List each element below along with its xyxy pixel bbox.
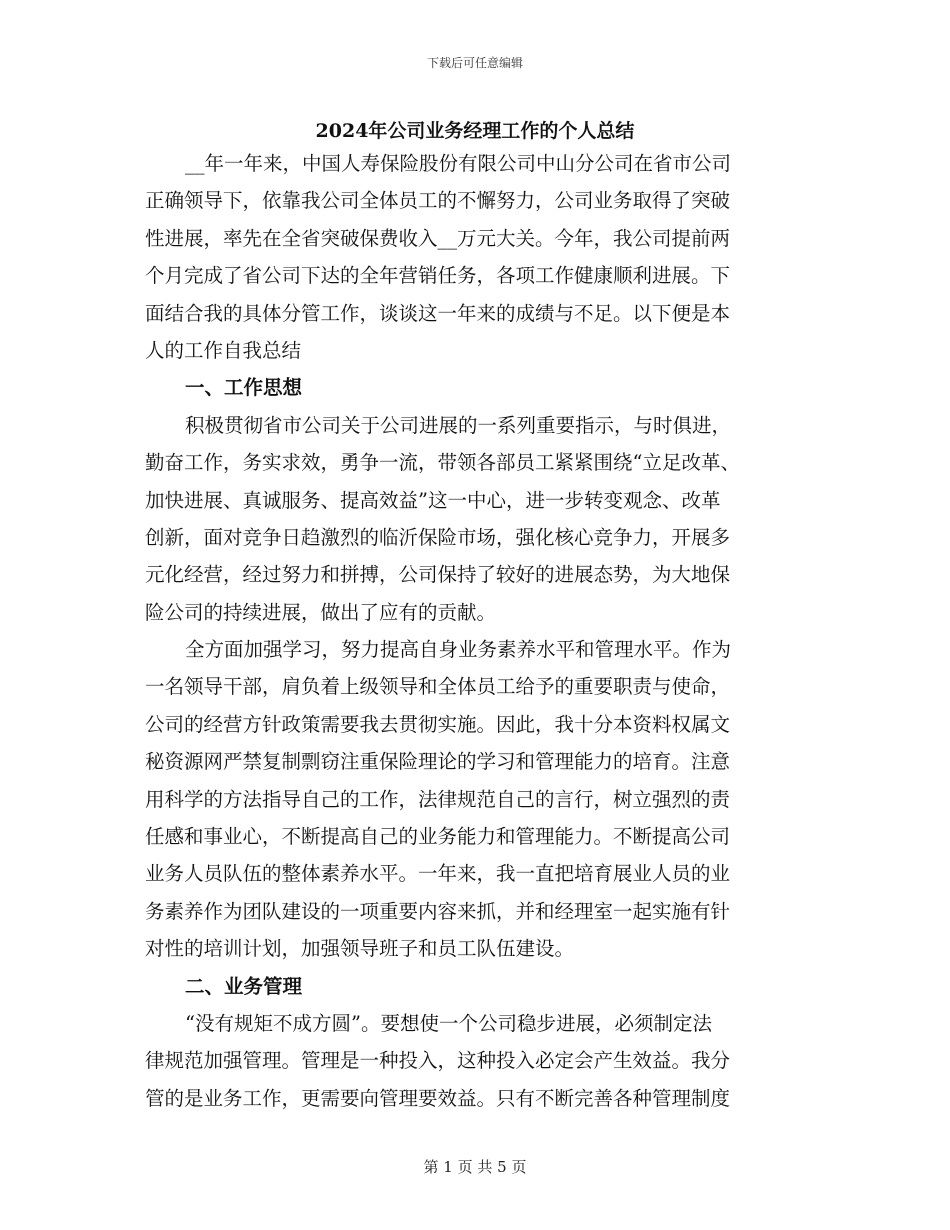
paragraph-line: 正确领导下，依靠我公司全体员工的不懈努力，公司业务取得了突破	[145, 189, 731, 213]
paragraph-line: 律规范加强管理。管理是一种投入，这种投入必定会产生效益。我分	[145, 1049, 731, 1073]
paragraph-line: 积极贯彻省市公司关于公司进展的一系列重要指示，与时俱进，	[185, 413, 732, 437]
paragraph-line: 用科学的方法指导自己的工作，法律规范自己的言行，树立强烈的责	[145, 787, 731, 811]
paragraph-line: 创新，面对竞争日趋激烈的临沂保险市场，强化核心竞争力，开展多	[145, 525, 731, 549]
paragraph-line: 勤奋工作，务实求效，勇争一流，带领各部员工紧紧围绕“立足改革、	[145, 451, 740, 475]
paragraph-line: 面结合我的具体分管工作，谈谈这一年来的成绩与不足。以下便是本	[145, 301, 731, 325]
paragraph-line: __年一年来，中国人寿保险股份有限公司中山分公司在省市公司	[185, 152, 732, 175]
paragraph-line: 个月完成了省公司下达的全年营销任务，各项工作健康顺利进展。下	[145, 264, 731, 288]
paragraph-line: 人的工作自我总结	[145, 338, 302, 362]
paragraph-line: 务素养作为团队建设的一项重要内容来抓，并和经理室一起实施有针	[145, 899, 731, 923]
paragraph-line: 任感和事业心，不断提高自己的业务能力和管理能力。不断提高公司	[145, 825, 731, 849]
paragraph-line: 管的是业务工作，更需要向管理要效益。只有不断完善各种管理制度	[145, 1086, 731, 1110]
section-heading: 二、业务管理	[185, 974, 303, 998]
paragraph-line: 险公司的持续进展，做出了应有的贡献。	[145, 600, 497, 624]
paragraph-line: 对性的培训计划，加强领导班子和员工队伍建设。	[145, 937, 575, 961]
page-footer: 第 1 页 共 5 页	[423, 1158, 527, 1176]
header-note: 下载后可任意编辑	[426, 56, 523, 70]
section-heading: 一、工作思想	[185, 376, 303, 400]
paragraph-line: 公司的经营方针政策需要我去贯彻实施。因此，我十分本资料权属文	[145, 712, 731, 736]
paragraph-line: 全方面加强学习，努力提高自身业务素养水平和管理水平。作为	[185, 638, 732, 662]
paragraph-line: 加快进展、真诚服务、提高效益”这一中心，进一步转变观念、改革	[145, 488, 721, 512]
paragraph-line: 性进展，率先在全省突破保费收入__万元大关。今年，我公司提前两	[145, 226, 731, 250]
document-title: 2024年公司业务经理工作的个人总结	[315, 120, 635, 142]
document-body	[145, 145, 805, 1117]
paragraph-line: 秘资源网严禁复制剽窃注重保险理论的学习和管理能力的培育。注意	[145, 750, 731, 774]
paragraph-line: 一名领导干部，肩负着上级领导和全体员工给予的重要职责与使命，	[145, 675, 731, 699]
paragraph-line: 业务人员队伍的整体素养水平。一年来，我一直把培育展业人员的业	[145, 862, 731, 886]
paragraph-line: 元化经营，经过努力和拼搏，公司保持了较好的进展态势，为大地保	[145, 563, 731, 587]
paragraph-line: “没有规矩不成方圆”。要想使一个公司稳步进展，必须制定法	[185, 1011, 712, 1035]
